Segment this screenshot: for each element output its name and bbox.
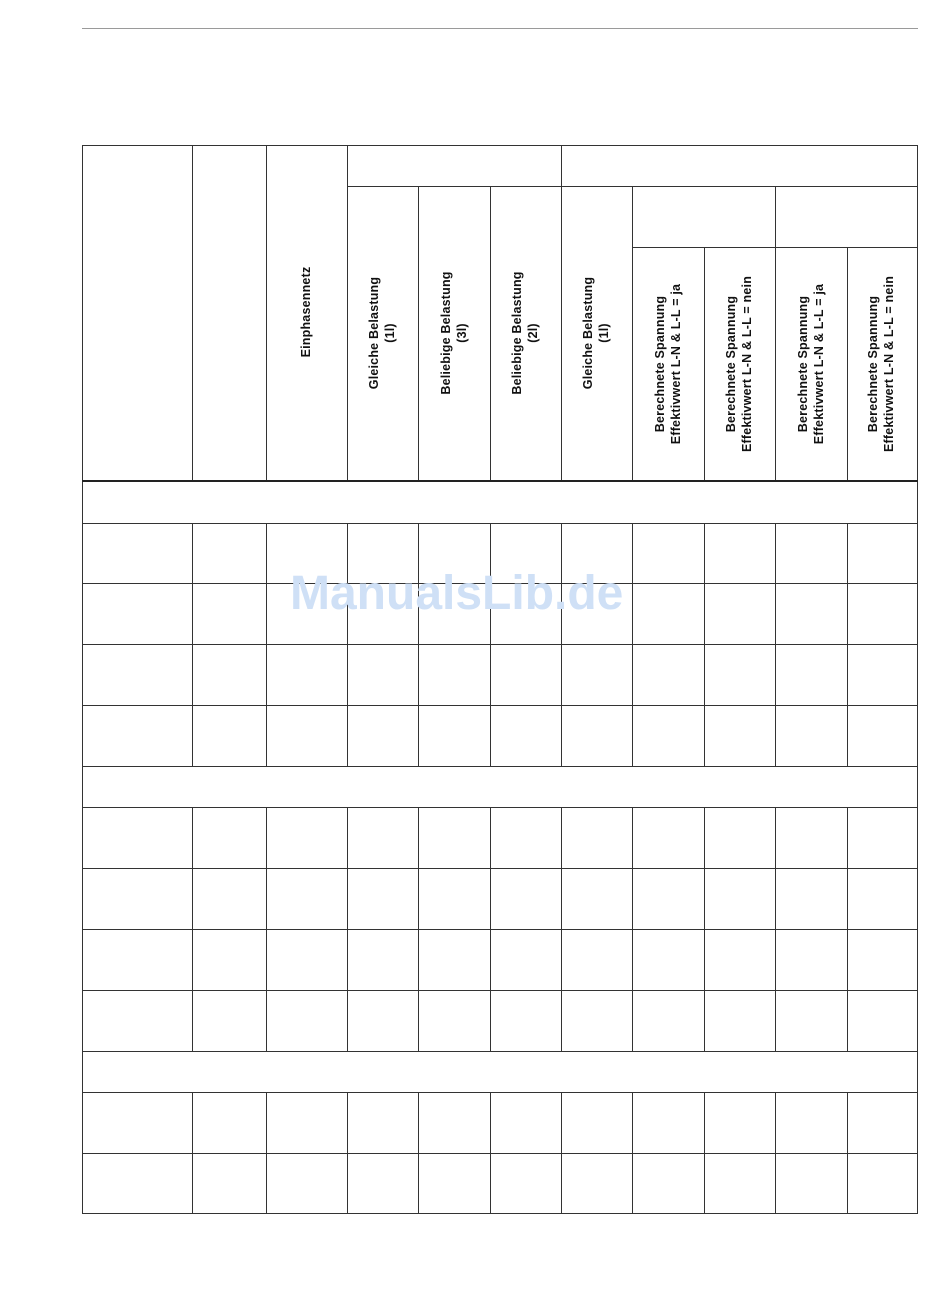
col-divider (347, 145, 348, 481)
row-divider (82, 1051, 918, 1052)
col-divider (704, 247, 705, 481)
col-divider (418, 186, 419, 481)
row-divider (82, 1153, 918, 1154)
table-border-left (82, 145, 83, 1214)
header-spannung-nein-1: Berechnete Spannung Effektivwert L-N & L-L = nein (724, 275, 754, 453)
header-spannung-nein-2: Berechnete Spannung Effektivwert L-N & L-L = nein (866, 275, 896, 453)
header-bottom-line (82, 480, 918, 482)
row-divider (82, 929, 918, 930)
header-beliebige-belastung-2l: Beliebige Belastung (2l) (510, 271, 540, 395)
header-spannung-ja-2: Berechnete Spannung Effektivwert L-N & L-L = ja (796, 283, 826, 445)
row-divider (82, 807, 918, 808)
row-divider (82, 868, 918, 869)
col-divider (847, 247, 848, 481)
col-divider (775, 186, 776, 481)
header-row-divider (347, 186, 918, 187)
col-divider (192, 145, 193, 481)
top-rule (82, 28, 918, 29)
header-row-divider (632, 247, 918, 248)
table-border-right (917, 145, 918, 1214)
row-divider (82, 644, 918, 645)
header-gleiche-belastung-1l-b: Gleiche Belastung (1l) (581, 276, 611, 390)
col-divider (632, 186, 633, 481)
table-border-top (82, 145, 918, 146)
row-divider (82, 990, 918, 991)
row-divider (82, 583, 918, 584)
header-beliebige-belastung-3l: Beliebige Belastung (3l) (439, 271, 469, 395)
col-divider (561, 145, 562, 481)
row-divider (82, 705, 918, 706)
row-divider (82, 766, 918, 767)
col-divider (266, 145, 267, 481)
table-border-bottom (82, 1213, 918, 1214)
row-divider (82, 523, 918, 524)
row-divider (82, 1092, 918, 1093)
watermark: ManualsLib.de (290, 567, 624, 620)
header-einphasennetz: Einphasennetz (299, 266, 313, 358)
col-divider (490, 186, 491, 481)
header-gleiche-belastung-1l: Gleiche Belastung (1l) (367, 276, 397, 390)
header-spannung-ja-1: Berechnete Spannung Effektivwert L-N & L-L = ja (653, 283, 683, 445)
